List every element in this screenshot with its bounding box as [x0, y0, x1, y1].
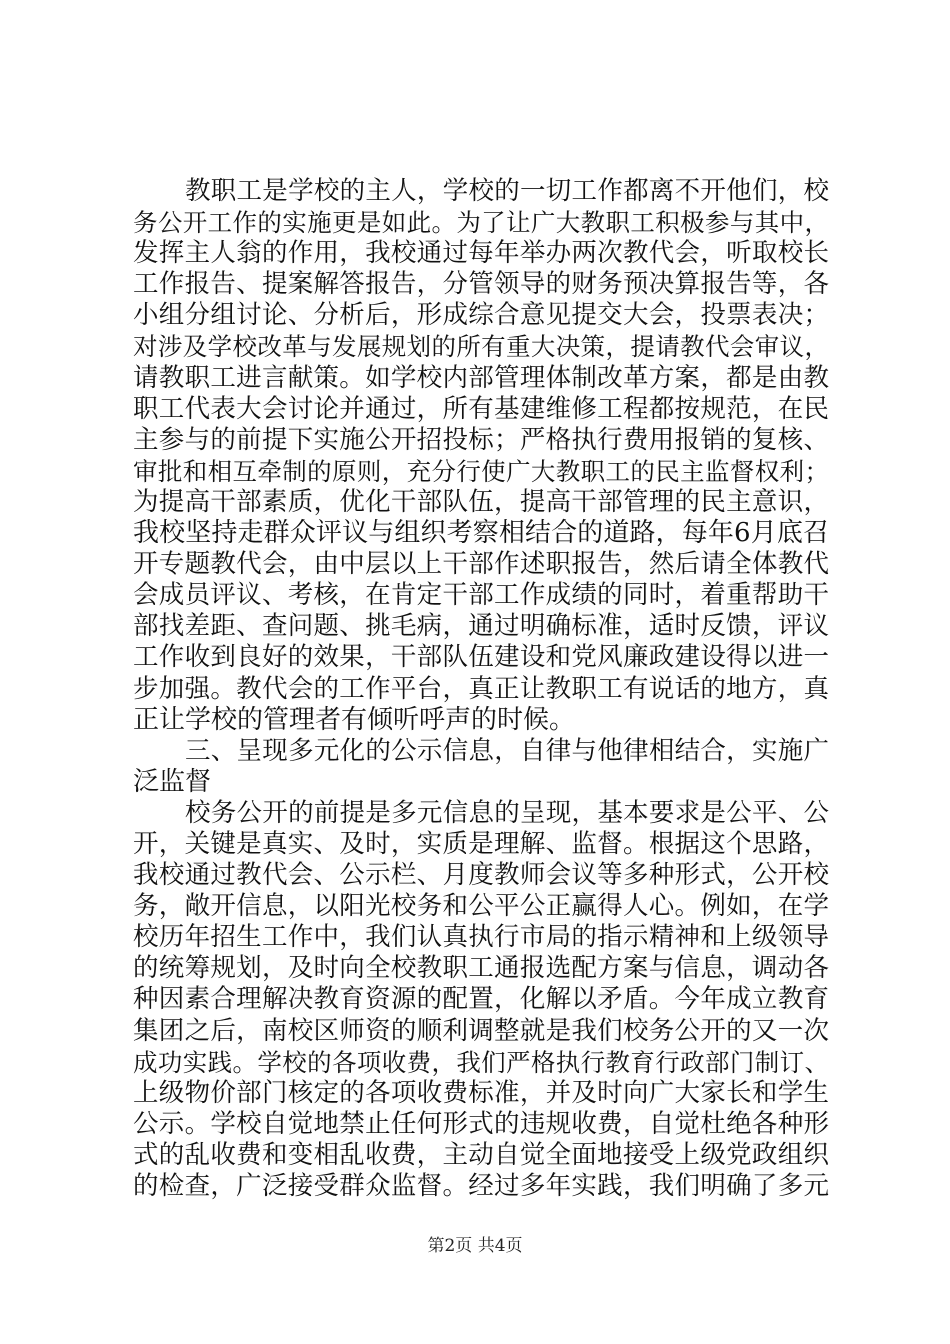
text-line: 三、呈现多元化的公示信息，自律与他律相结合，实施广: [185, 735, 829, 766]
text-line: 请教职工进言献策。如学校内部管理体制改革方案，都是由教: [133, 362, 829, 393]
text-line: 审批和相互牵制的原则，充分行使广大教职工的民主监督权利；: [133, 456, 829, 486]
text-line: 开专题教代会，由中层以上干部作述职报告，然后请全体教代: [133, 549, 829, 580]
text-line: 成功实践。学校的各项收费，我们严格执行教育行政部门制订、: [133, 1047, 829, 1077]
text-line: 对涉及学校改革与发展规划的所有重大决策，提请教代会审议，: [133, 332, 829, 362]
text-line: 公示。学校自觉地禁止任何形式的违规收费，自觉杜绝各种形: [133, 1108, 829, 1139]
text-line: 上级物价部门核定的各项收费标准，并及时向广大家长和学生: [133, 1077, 829, 1108]
text-line: 部找差距、查问题、挑毛病，通过明确标准，适时反馈，评议: [133, 611, 829, 642]
text-line: 我校通过教代会、公示栏、月度教师会议等多种形式，公开校: [133, 860, 829, 891]
text-line: 务，敞开信息，以阳光校务和公平公正赢得人心。例如，在学: [133, 891, 829, 922]
text-line: 校务公开的前提是多元信息的呈现，基本要求是公平、公: [185, 797, 829, 828]
text-line: 发挥主人翁的作用，我校通过每年举办两次教代会，听取校长: [133, 238, 829, 269]
page-footer: [0, 1235, 950, 1257]
document-body: [133, 176, 829, 1202]
text-line: 为提高干部素质，优化干部队伍，提高干部管理的民主意识，: [133, 486, 829, 517]
text-line: 式的乱收费和变相乱收费，主动自觉全面地接受上级党政组织: [133, 1139, 829, 1170]
text-line: 工作收到良好的效果，干部队伍建设和党风廉政建设得以进一: [133, 642, 829, 673]
text-line: 我校坚持走群众评议与组织考察相结合的道路，每年6月底召: [133, 518, 829, 549]
text-line: 职工代表大会讨论并通过，所有基建维修工程都按规范，在民: [133, 393, 829, 424]
text-line: 主参与的前提下实施公开招投标；严格执行费用报销的复核、: [133, 424, 829, 455]
text-line: 开，关键是真实、及时，实质是理解、监督。根据这个思路，: [133, 828, 829, 859]
text-line: 种因素合理解决教育资源的配置，化解以矛盾。今年成立教育: [133, 984, 829, 1015]
text-line: 工作报告、提案解答报告，分管领导的财务预决算报告等，各: [133, 269, 829, 300]
text-line: 正让学校的管理者有倾听呼声的时候。: [133, 704, 576, 735]
text-line: 务公开工作的实施更是如此。为了让广大教职工积极参与其中，: [133, 208, 829, 238]
text-line: 泛监督: [133, 766, 212, 797]
text-line: 的统筹规划，及时向全校教职工通报选配方案与信息，调动各: [133, 953, 829, 984]
text-line: 教职工是学校的主人，学校的一切工作都离不开他们，校: [185, 176, 829, 206]
text-line: 小组分组讨论、分析后，形成综合意见提交大会，投票表决；: [133, 300, 829, 331]
text-line: 会成员评议、考核，在肯定干部工作成绩的同时，着重帮助干: [133, 580, 829, 611]
page-number: 第2页 共4页: [427, 1236, 523, 1256]
text-line: 校历年招生工作中，我们认真执行市局的指示精神和上级领导: [133, 922, 829, 953]
text-line: 步加强。教代会的工作平台，真正让教职工有说话的地方，真: [133, 673, 829, 704]
text-line: 集团之后，南校区师资的顺利调整就是我们校务公开的又一次: [133, 1015, 829, 1046]
text-line: 的检查，广泛接受群众监督。经过多年实践，我们明确了多元: [133, 1171, 829, 1201]
